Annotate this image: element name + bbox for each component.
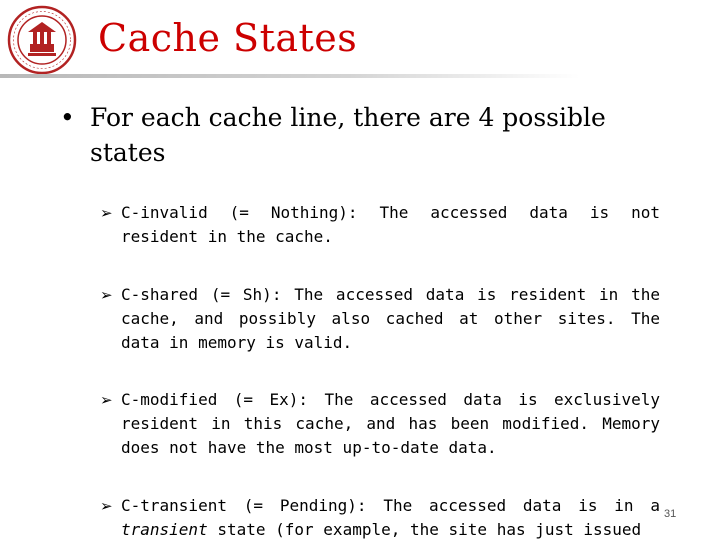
arrow-bullet-icon: ➢ xyxy=(100,204,113,222)
list-item-text: C-modified (= Ex): The accessed data is exclusively resident in this cache, and has been modified. Memory does not have the most up-to-date data. xyxy=(121,390,660,457)
page-title: Cache States xyxy=(98,16,358,60)
main-bullet xyxy=(60,100,670,170)
bullet-dot: • xyxy=(60,103,75,132)
page-number: 31 xyxy=(664,508,677,520)
list-item xyxy=(100,494,660,542)
list-item-text: C-invalid (= Nothing): The accessed data is not resident in the cache. xyxy=(121,203,660,246)
main-bullet-text: For each cache line, there are 4 possible states xyxy=(90,103,606,167)
emphasis-text: transient xyxy=(121,520,208,539)
title-divider xyxy=(0,74,580,78)
university-seal-logo xyxy=(6,4,78,76)
list-item xyxy=(100,201,660,249)
arrow-bullet-icon: ➢ xyxy=(100,497,113,515)
list-item-text xyxy=(100,494,660,542)
list-item-text-part: C-transient (= Pending): The accessed data is in a xyxy=(121,496,660,515)
arrow-bullet-icon: ➢ xyxy=(100,391,113,409)
list-item-text: C-shared (= Sh): The accessed data is resident in the cache, and possibly also cached at other sites. The data in memory is valid. xyxy=(121,285,660,352)
list-item xyxy=(100,388,660,460)
list-item xyxy=(100,283,660,355)
arrow-bullet-icon: ➢ xyxy=(100,286,113,304)
list-item-text-part: state (for example, the site has just issued xyxy=(207,520,642,539)
